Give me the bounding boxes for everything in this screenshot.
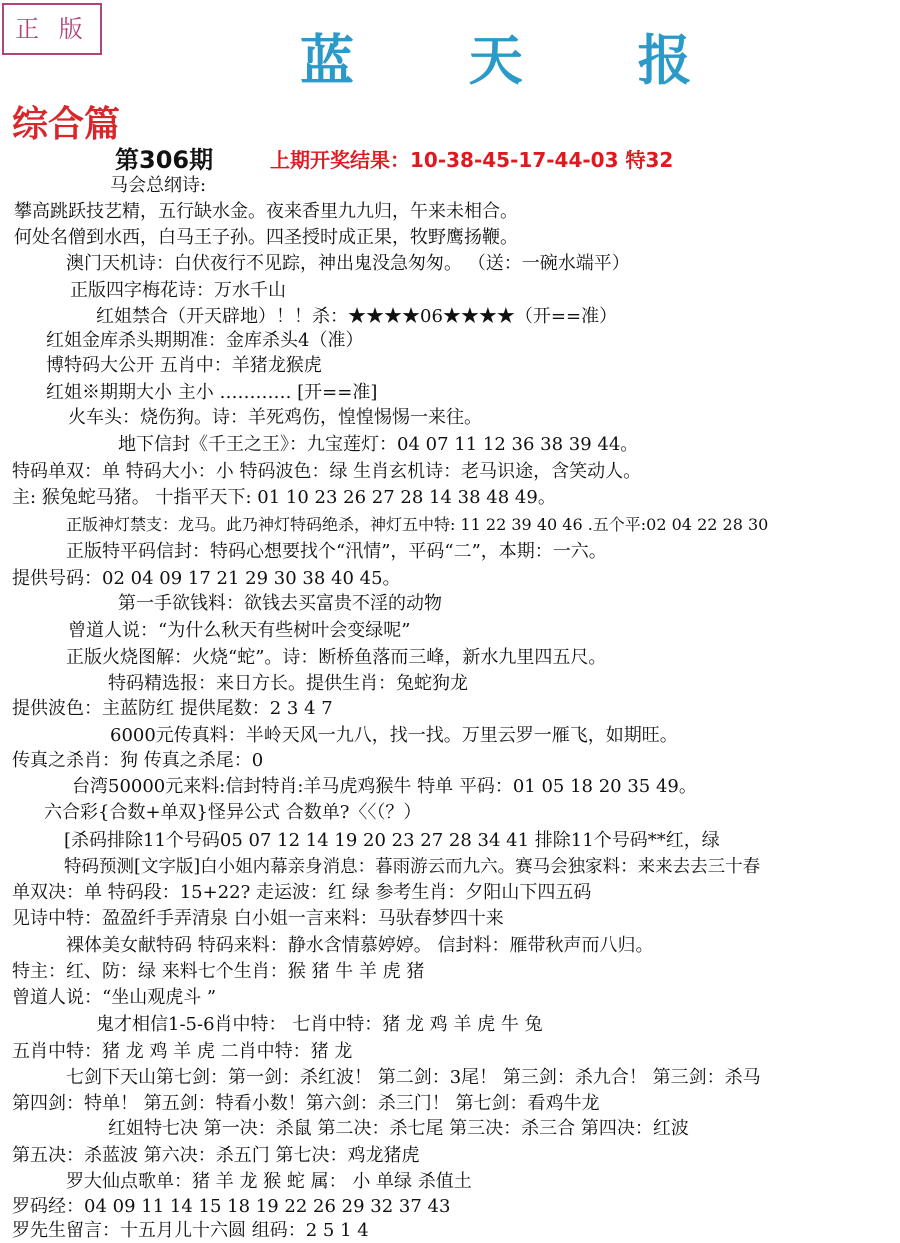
- content-line: 正版特平码信封：特码心想要找个“汛情”，平码“二”，本期：一六。: [66, 541, 607, 562]
- content-line: 特码精选报：来日方长。提供生肖：兔蛇狗龙: [108, 673, 468, 694]
- content-line: 攀高跳跃技艺精，五行缺水金。夜来香里九九归，午来未相合。: [14, 201, 518, 222]
- content-line: 特码预测[文字版]白小姐内幕亲身消息：暮雨游云而九六。赛马会独家料：来来去去三十春: [64, 857, 761, 877]
- content-line: 台湾50000元来料:信封特肖:羊马虎鸡猴牛 特单 平码：01 05 18 20 35 49。: [72, 776, 697, 797]
- content-line: 第一手欲钱料：欲钱去买富贵不淫的动物: [118, 593, 442, 614]
- newspaper-title: 蓝 天 报: [300, 29, 740, 92]
- content-line: 6000元传真料：半岭天风一九八，找一找。万里云罗一雁飞，如期旺。: [110, 725, 678, 746]
- content-line: 裸体美女献特码 特码来料：静水含情慕婷婷。 信封料：雁带秋声而八归。: [66, 935, 654, 956]
- content-line: 正版四字梅花诗：万水千山: [70, 280, 286, 301]
- content-line: 第四剑：特单！ 第五剑：特看小数！第六剑：杀三门！ 第七剑：看鸡牛龙: [12, 1093, 600, 1114]
- content-line: 何处名僧到水西，白马王子孙。四圣授时成正果，牧野鹰扬鞭。: [14, 227, 518, 248]
- content-line: 红姐※期期大小 主小 ………… [开==准]: [46, 382, 378, 403]
- content-line: 博特码大公开 五肖中：羊猪龙猴虎: [46, 355, 322, 376]
- content-line: 澳门天机诗：白伏夜行不见踪，神出鬼没急匆匆。 （送：一碗水端平）: [66, 253, 630, 274]
- content-line: 五肖中特：猪 龙 鸡 羊 虎 二肖中特：猪 龙: [12, 1041, 353, 1062]
- content-line: 提供波色：主蓝防红 提供尾数：2 3 4 7: [12, 698, 333, 719]
- authentic-stamp: 正 版: [2, 3, 102, 55]
- content-line: 地下信封《千王之王》：九宝莲灯：04 07 11 12 36 38 39 44。: [118, 434, 639, 455]
- content-line: 红姐禁合（开天辟地）！！杀：★★★★06★★★★（开==准）: [96, 306, 618, 327]
- content-line: 红姐金库杀头期期准：金库杀头4（准）: [46, 330, 364, 351]
- content-line: 特主：红、防：绿 来料七个生肖：猴 猪 牛 羊 虎 猪: [12, 961, 425, 982]
- content-line: 曾道人说：“为什么秋天有些树叶会变绿呢”: [68, 620, 411, 641]
- content-line: 特码单双：单 特码大小：小 特码波色：绿 生肖玄机诗：老马识途，含笑动人。: [12, 461, 642, 482]
- content-line: 传真之杀肖：狗 传真之杀尾：0: [12, 750, 264, 771]
- content-line: 提供号码：02 04 09 17 21 29 30 38 40 45。: [12, 568, 401, 589]
- content-line: 罗先生留言：十五月儿十六圆 组码：2 5 1 4: [12, 1220, 369, 1241]
- content-line: 见诗中特：盈盈纤手弄清泉 白小姐一言来料：马驮春梦四十来: [12, 908, 504, 929]
- content-line: 马会总纲诗:: [110, 175, 207, 196]
- content-line: [杀码排除11个号码05 07 12 14 19 20 23 27 28 34 41 排除11个号码**红，绿: [64, 830, 720, 851]
- content-line: 第五决：杀蓝波 第六决：杀五门 第七决：鸡龙猪虎: [12, 1145, 420, 1166]
- content-line: 红姐特七决 第一决：杀鼠 第二决：杀七尾 第三决：杀三合 第四决：红波: [108, 1118, 689, 1139]
- content-line: 正版火烧图解：火烧“蛇”。诗：断桥鱼落而三峰，新水九里四五尺。: [66, 647, 607, 668]
- content-line: 七剑下天山第七剑：第一剑：杀红波！ 第二剑：3尾！ 第三剑：杀九合！ 第三剑：杀马: [66, 1067, 761, 1088]
- section-heading: 综合篇: [12, 103, 121, 145]
- content-line: 鬼才相信1-5-6肖中特： 七肖中特：猪 龙 鸡 羊 虎 牛 兔: [96, 1014, 543, 1035]
- issue-number: 第306期: [115, 146, 214, 174]
- content-line: 曾道人说：“坐山观虎斗 ”: [12, 987, 217, 1008]
- content-line: 六合彩{合数+单双}怪异公式 合数单?〈〈（？）: [44, 802, 422, 823]
- content-line: 正版神灯禁支：龙马。此乃神灯特码绝杀，神灯五中特: 11 22 39 40 46 .五个平:02 04 22 28 30: [66, 515, 769, 534]
- content-line: 罗大仙点歌单：猪 羊 龙 猴 蛇 属： 小 单绿 杀值土: [66, 1171, 472, 1192]
- content-line: 单双决：单 特码段：15+22? 走运波：红 绿 参考生肖：夕阳山下四五码: [12, 882, 592, 903]
- content-line: 火车头：烧伤狗。诗：羊死鸡伤，惶惶惕惕一来往。: [68, 407, 482, 428]
- content-line: 主: 猴兔蛇马猪。 十指平天下: 01 10 23 26 27 28 14 38 48 49。: [12, 487, 556, 508]
- content-line: 罗码经：04 09 11 14 15 18 19 22 26 29 32 37 43: [12, 1196, 451, 1217]
- last-draw-result: 上期开奖结果：10-38-45-17-44-03 特32: [270, 148, 674, 172]
